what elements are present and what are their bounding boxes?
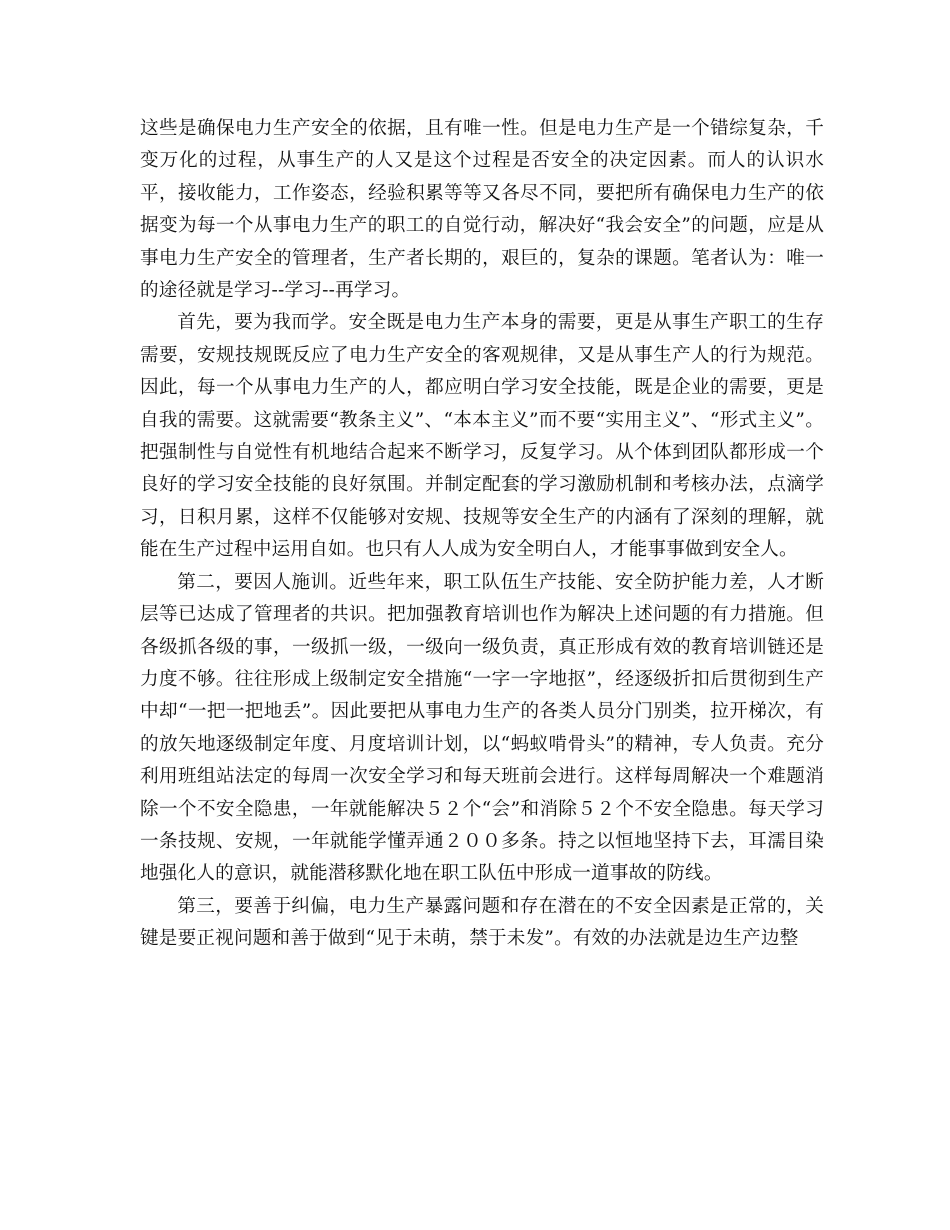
paragraph-first-point: 首先，要为我而学。安全既是电力生产本身的需要，更是从事生产职工的生存需要，安规技规既反应了电力生产安全的客观规律，又是从事生产人的行为规范。因此，每一个从事电力生产的人，都应明白学习安全技能，既是企业的需要，更是自我的需要。这就需要“教条主义”、“本本主义”而不要“实用主义”、“形式主义”。把强制性与自觉性有机地结合起来不断学习，反复学习。从个体到团队都形成一个良好的学习安全技能的良好氛围。并制定配套的学习激励机制和考核办法，点滴学习，日积月累，这样不仅能够对安规、技规等安全生产的内涵有了深刻的理解，就能在生产过程中运用自如。也只有人人成为安全明白人，才能事事做到安全人。: [140, 312, 824, 561]
paragraph-second-point: 第二，要因人施训。近些年来，职工队伍生产技能、安全防护能力差，人才断层等已达成了管理者的共识。把加强教育培训也作为解决上述问题的有力措施。但各级抓各级的事，一级抓一级，一级向一级负责，真正形成有效的教育培训链还是力度不够。往往形成上级制定安全措施“一字一字地抠”，经逐级折扣后贯彻到生产中却“一把一把地丢”。因此要把从事电力生产的各类人员分门别类，拉开梯次，有的放矢地逐级制定年度、月度培训计划，以“蚂蚁啃骨头”的精神，专人负责。充分利用班组站法定的每周一次安全学习和每天班前会进行。这样每周解决一个难题消除一个不安全隐患，一年就能解决５２个“会”和消除５２个不安全隐患。每天学习一条技规、安规，一年就能学懂弄通２００多条。持之以恒地坚持下去，耳濡目染地强化人的意识，就能潜移默化地在职工队伍中形成一道事故的防线。: [140, 571, 824, 885]
paragraph-third-point: 第三，要善于纠偏，电力生产暴露问题和存在潜在的不安全因素是正常的，关键是要正视问题和善于做到“见于未萌，禁于未发”。有效的办法就是边生产边整: [140, 895, 824, 950]
document-body: [140, 113, 824, 956]
paragraph-intro: 这些是确保电力生产安全的依据，且有唯一性。但是电力生产是一个错综复杂，千变万化的过程，从事生产的人又是这个过程是否安全的决定因素。而人的认识水平，接收能力，工作姿态，经验积累等等又各尽不同，要把所有确保电力生产的依据变为每一个从事电力生产的职工的自觉行动，解决好“我会安全”的问题，应是从事电力生产安全的管理者，生产者长期的，艰巨的，复杂的课题。笔者认为：唯一的途径就是学习--学习--再学习。: [140, 118, 824, 302]
